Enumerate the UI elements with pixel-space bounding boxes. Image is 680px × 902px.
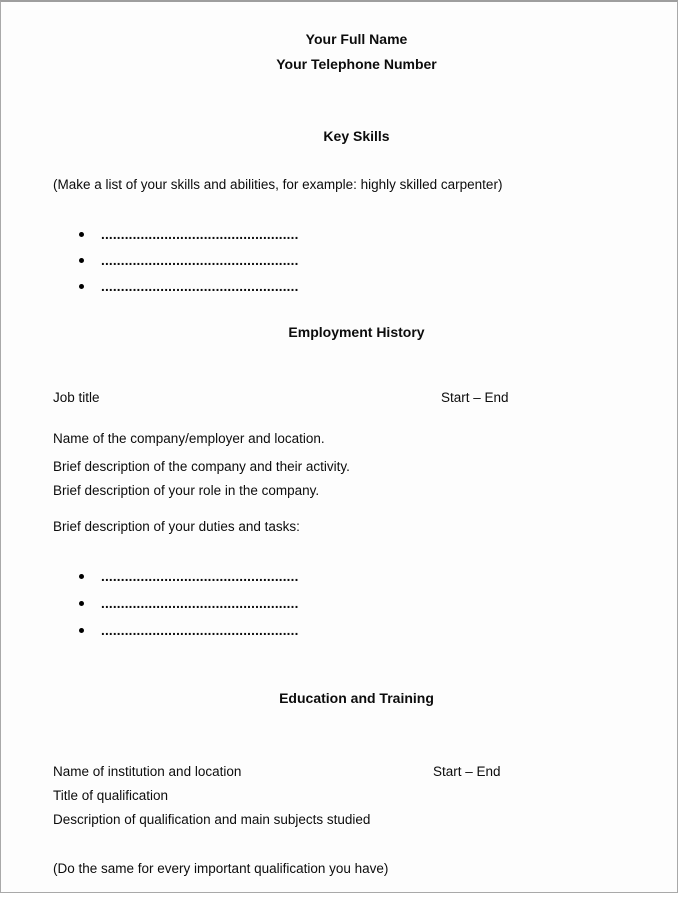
duties-bullet-row [1, 568, 677, 585]
institution-line: Name of institution and location [53, 764, 242, 779]
bullet-icon [79, 574, 84, 579]
qualification-title-line: Title of qualification [53, 788, 169, 803]
duty-placeholder: .................................................. [101, 569, 299, 584]
duties-label: Brief description of your duties and tasks: [53, 519, 300, 534]
skill-placeholder: .................................................. [101, 227, 299, 242]
education-note: (Do the same for every important qualification you have) [53, 861, 389, 876]
key-skills-bullet-row [1, 226, 677, 243]
bullet-icon [79, 284, 84, 289]
education-date-range: Start – End [433, 764, 501, 779]
employment-date-range: Start – End [441, 390, 509, 405]
company-line: Name of the company/employer and location. [53, 431, 325, 446]
job-title-label: Job title [53, 390, 100, 405]
role-line: Brief description of your role in the company. [53, 483, 320, 498]
duties-bullet-row [1, 622, 677, 639]
company-activity-line: Brief description of the company and their activity. [53, 459, 350, 474]
bullet-icon [79, 232, 84, 237]
key-skills-bullet-row [1, 252, 677, 269]
skill-placeholder: .................................................. [101, 279, 299, 294]
education-training-title: Education and Training [279, 690, 434, 706]
telephone-heading: Your Telephone Number [276, 56, 437, 72]
duty-placeholder: .................................................. [101, 623, 299, 638]
full-name-heading: Your Full Name [305, 31, 408, 47]
key-skills-title: Key Skills [323, 128, 390, 144]
skill-placeholder: .................................................. [101, 253, 299, 268]
key-skills-bullet-row [1, 278, 677, 295]
bullet-icon [79, 601, 84, 606]
key-skills-hint: (Make a list of your skills and abilities, for example: highly skilled carpenter) [53, 177, 503, 192]
qualification-description-line: Description of qualification and main subjects studied [53, 812, 371, 827]
bullet-icon [79, 628, 84, 633]
duty-placeholder: .................................................. [101, 596, 299, 611]
bullet-icon [79, 258, 84, 263]
employment-history-title: Employment History [288, 324, 425, 340]
duties-bullet-row [1, 595, 677, 612]
